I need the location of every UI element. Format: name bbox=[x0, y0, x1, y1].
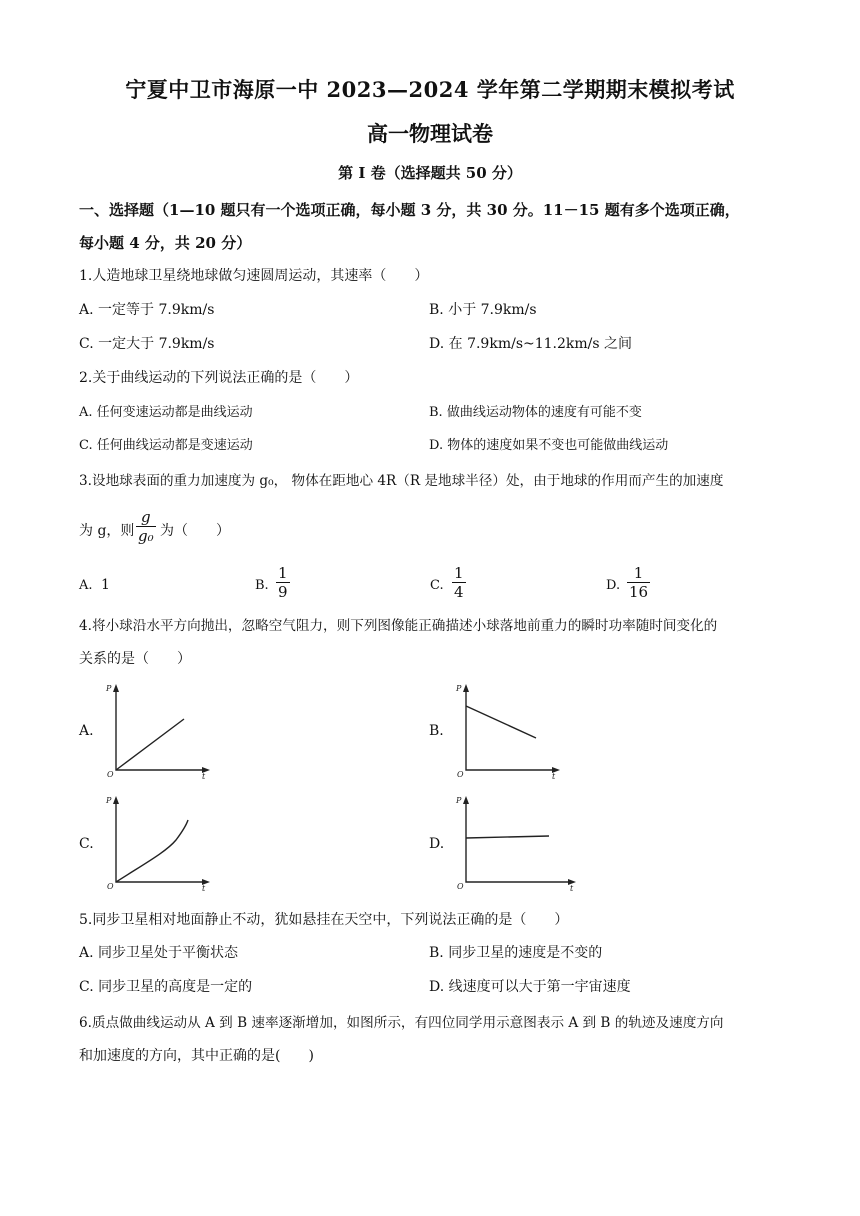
q4-graph-a-curve bbox=[116, 719, 184, 770]
q3-option-b-fraction bbox=[276, 564, 290, 601]
q2-option-a: A. 任何变速运动都是曲线运动 bbox=[79, 405, 253, 420]
q4-graph-b bbox=[454, 682, 564, 780]
volume-heading: 第 I 卷（选择题共 50 分） bbox=[338, 164, 522, 182]
q4-graph-d-x-label: t bbox=[570, 884, 574, 892]
q5-stem: 5.同步卫星相对地面静止不动，犹如悬挂在天空中，下列说法正确的是（ ） bbox=[79, 912, 569, 928]
q4-graph-d-curve bbox=[466, 836, 549, 838]
q4-graph-b-x-label: t bbox=[552, 772, 556, 780]
q3-stem-line1: 3.设地球表面的重力加速度为 g₀， 物体在距地心 4R（R 是地球半径）处，由于地球的作用而产生的加速度 bbox=[79, 473, 724, 489]
q4-graph-c-curve bbox=[116, 820, 188, 882]
q4-graph-a-y-arrow bbox=[113, 684, 119, 692]
q4-graph-a bbox=[104, 682, 214, 780]
q3-fraction bbox=[136, 508, 156, 545]
q4-graph-a-x-label: t bbox=[202, 772, 206, 780]
q4-graph-b-axes bbox=[466, 688, 556, 770]
q2-stem: 2.关于曲线运动的下列说法正确的是（ ） bbox=[79, 370, 359, 386]
q3-stem-line2-post: 为（ ） bbox=[160, 523, 230, 539]
q4-stem-line1: 4.将小球沿水平方向抛出，忽略空气阻力，则下列图像能正确描述小球落地前重力的瞬时功率随时间变化的 bbox=[79, 618, 718, 634]
section-heading-line2: 每小题 4 分，共 20 分） bbox=[79, 234, 252, 252]
q3-option-b-numerator: 1 bbox=[278, 564, 288, 582]
q1-option-d: D. 在 7.9km/s~11.2km/s 之间 bbox=[429, 336, 633, 352]
q6-stem-line1: 6.质点做曲线运动从 A 到 B 速率逐渐增加，如图所示，有四位同学用示意图表示 A 到 B 的轨迹及速度方向 bbox=[79, 1015, 724, 1031]
q1-option-b: B. 小于 7.9km/s bbox=[429, 302, 537, 318]
q4-graph-c-axes bbox=[116, 800, 206, 882]
section-heading-line1: 一、选择题（1—10 题只有一个选项正确，每小题 3 分，共 30 分。11－15 题有多个选项正确， bbox=[79, 201, 740, 219]
exam-subtitle: 高一物理试卷 bbox=[367, 121, 493, 146]
q3-option-a-label: A. bbox=[79, 578, 93, 593]
exam-title: 宁夏中卫市海原一中 2023—2024 学年第二学期期末模拟考试 bbox=[125, 77, 735, 102]
q1-option-a: A. 一定等于 7.9km/s bbox=[79, 302, 215, 318]
q4-graph-a-axes bbox=[116, 688, 206, 770]
q4-graph-c-y-label: P bbox=[106, 796, 112, 805]
q4-graph-d-y-label: P bbox=[456, 796, 462, 805]
q4-graph-b-y-label: P bbox=[456, 684, 462, 693]
q4-graph-b-origin: O bbox=[457, 770, 464, 779]
q4-option-c-label: C. bbox=[79, 836, 94, 852]
q3-fraction-numerator: g bbox=[141, 508, 151, 526]
q3-stem-line2-pre: 为 g，则 bbox=[79, 523, 135, 539]
q4-graph-c-origin: O bbox=[107, 882, 114, 891]
q3-option-d-numerator: 1 bbox=[633, 564, 644, 582]
q4-graph-c-x-label: t bbox=[202, 884, 206, 892]
q5-option-b: B. 同步卫星的速度是不变的 bbox=[429, 945, 603, 961]
q3-option-c-fraction bbox=[452, 564, 466, 601]
q3-option-b-label: B. bbox=[255, 578, 269, 593]
q2-option-b: B. 做曲线运动物体的速度有可能不变 bbox=[429, 405, 642, 420]
q3-option-d-label: D. bbox=[606, 578, 621, 593]
q1-stem: 1.人造地球卫星绕地球做匀速圆周运动，其速率（ ） bbox=[79, 268, 429, 284]
q2-option-c: C. 任何曲线运动都是变速运动 bbox=[79, 438, 253, 453]
q3-option-a-value: 1 bbox=[101, 577, 110, 593]
q4-graph-c bbox=[104, 794, 214, 892]
q5-option-a: A. 同步卫星处于平衡状态 bbox=[79, 945, 239, 961]
q2-option-d: D. 物体的速度如果不变也可能做曲线运动 bbox=[429, 438, 669, 453]
q4-option-d-label: D. bbox=[429, 836, 445, 852]
q4-graph-b-curve bbox=[466, 706, 536, 738]
q4-graph-a-origin: O bbox=[107, 770, 114, 779]
q4-graph-d-origin: O bbox=[457, 882, 464, 891]
q4-graph-c-y-arrow bbox=[113, 796, 119, 804]
q3-option-c-label: C. bbox=[430, 578, 444, 593]
q3-fraction-denominator: g₀ bbox=[138, 527, 154, 545]
q4-graph-d-y-arrow bbox=[463, 796, 469, 804]
q4-option-a-label: A. bbox=[79, 723, 94, 739]
q6-stem-line2: 和加速度的方向，其中正确的是( ) bbox=[79, 1048, 314, 1064]
q4-stem-line2: 关系的是（ ） bbox=[79, 651, 191, 667]
q4-graph-b-y-arrow bbox=[463, 684, 469, 692]
q4-graph-d bbox=[454, 794, 584, 892]
q1-option-c: C. 一定大于 7.9km/s bbox=[79, 336, 215, 352]
q5-option-d: D. 线速度可以大于第一宇宙速度 bbox=[429, 979, 631, 995]
q3-option-c-denominator: 4 bbox=[454, 583, 464, 601]
q4-graph-d-axes bbox=[466, 800, 572, 882]
q5-option-c: C. 同步卫星的高度是一定的 bbox=[79, 979, 253, 995]
q3-option-d-fraction bbox=[627, 564, 650, 601]
q4-graph-a-y-label: P bbox=[106, 684, 112, 693]
q4-option-b-label: B. bbox=[429, 723, 444, 739]
q3-option-c-numerator: 1 bbox=[454, 564, 464, 582]
q3-option-b-denominator: 9 bbox=[278, 583, 288, 601]
q3-option-d-denominator: 16 bbox=[629, 583, 649, 601]
